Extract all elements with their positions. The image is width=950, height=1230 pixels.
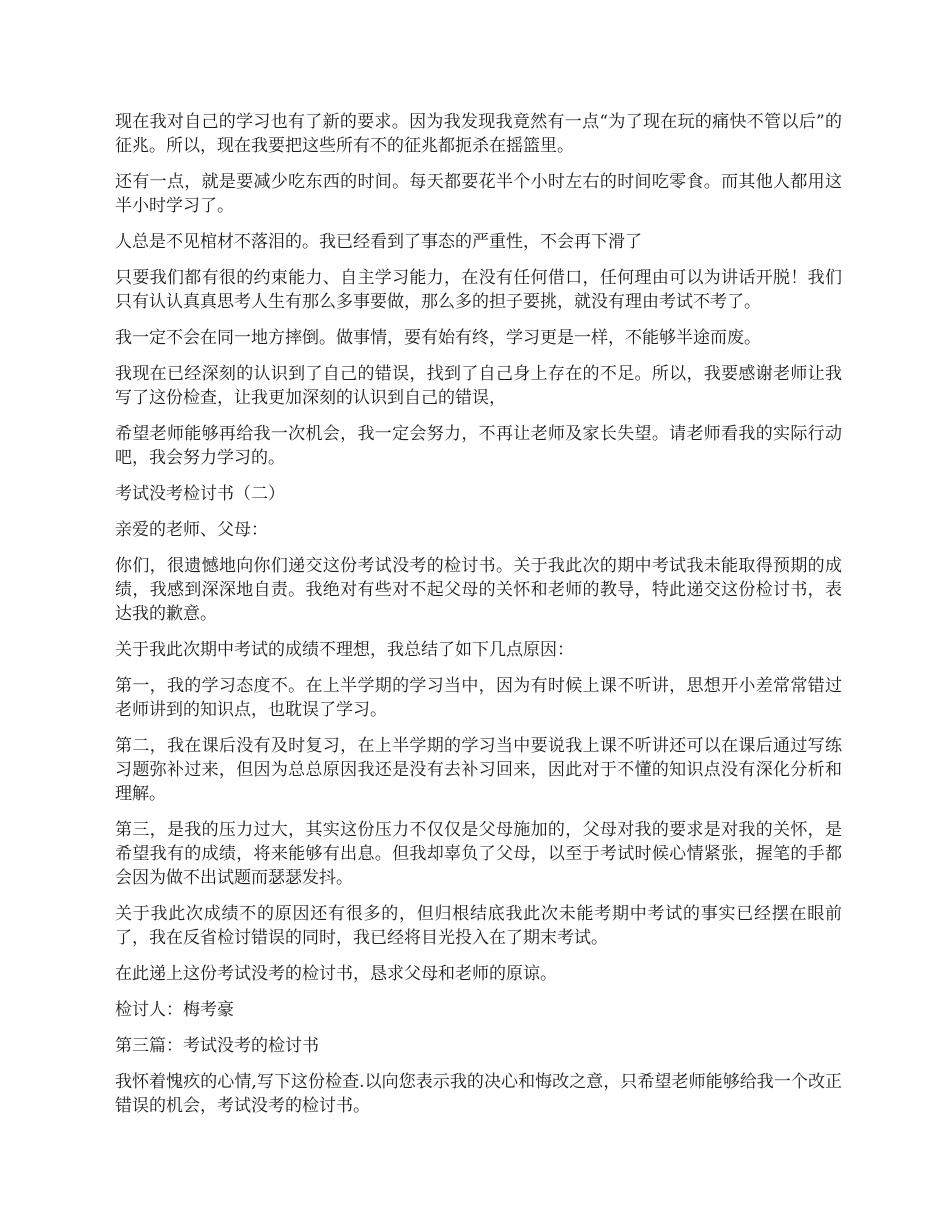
salutation: 亲爱的老师、父母： [115, 520, 268, 540]
paragraph: 现在我对自己的学习也有了新的要求。因为我发现我竟然有一点“为了现在玩的痛快不管以后”的征兆。所以，现在我要把这些所有不的征兆都扼杀在摇篮里。 [115, 112, 842, 156]
section-heading: 考试没考检讨书（二） [115, 484, 285, 504]
paragraph: 关于我此次期中考试的成绩不理想，我总结了如下几点原因： [115, 640, 574, 660]
paragraph: 关于我此次成绩不的原因还有很多的，但归根结底我此次未能考期中考试的事实已经摆在眼前了，我在反省检讨错误的同时，我已经将目光投入在了期末考试。 [115, 904, 842, 948]
paragraph: 你们，很遗憾地向你们递交这份考试没考的检讨书。关于我此次的期中考试我未能取得预期的成绩，我感到深深地自责。我绝对有些对不起父母的关怀和老师的教导，特此递交这份检讨书，表达我的歉意。 [115, 556, 842, 624]
signature-line: 检讨人：梅考豪 [115, 1000, 234, 1020]
paragraph: 第三，是我的压力过大，其实这份压力不仅仅是父母施加的，父母对我的要求是对我的关怀，是希望我有的成绩，将来能够有出息。但我却辜负了父母，以至于考试时候心情紧张，握笔的手都会因为做不出试题而瑟瑟发抖。 [115, 820, 842, 888]
paragraph: 人总是不见棺材不落泪的。我已经看到了事态的严重性，不会再下滑了 [115, 232, 642, 252]
paragraph: 我怀着愧疚的心情,写下这份检查.以向您表示我的决心和悔改之意，只希望老师能够给我一个改正错误的机会，考试没考的检讨书。 [115, 1072, 842, 1116]
paragraph: 我一定不会在同一地方摔倒。做事情，要有始有终，学习更是一样，不能够半途而废。 [115, 328, 761, 348]
paragraph: 只要我们都有很的约束能力、自主学习能力，在没有任何借口，任何理由可以为讲话开脱！我们只有认认真真思考人生有那么多事要做，那么多的担子要挑，就没有理由考试不考了。 [115, 268, 842, 312]
paragraph: 在此递上这份考试没考的检讨书，恳求父母和老师的原谅。 [115, 964, 557, 984]
document-body [115, 110, 842, 1130]
paragraph: 第一，我的学习态度不。在上半学期的学习当中，因为有时候上课不听讲，思想开小差常常错过老师讲到的知识点，也耽误了学习。 [115, 676, 842, 720]
paragraph: 第二，我在课后没有及时复习，在上半学期的学习当中要说我上课不听讲还可以在课后通过写练习题弥补过来，但因为总总原因我还是没有去补习回来，因此对于不懂的知识点没有深化分析和理解。 [115, 736, 842, 804]
paragraph: 还有一点，就是要减少吃东西的时间。每天都要花半个小时左右的时间吃零食。而其他人都用这半小时学习了。 [115, 172, 842, 216]
section-heading: 第三篇：考试没考的检讨书 [115, 1036, 319, 1056]
paragraph: 希望老师能够再给我一次机会，我一定会努力，不再让老师及家长失望。请老师看我的实际行动吧，我会努力学习的。 [115, 424, 842, 468]
paragraph: 我现在已经深刻的认识到了自己的错误，找到了自己身上存在的不足。所以，我要感谢老师让我写了这份检查，让我更加深刻的认识到自己的错误， [115, 364, 842, 408]
